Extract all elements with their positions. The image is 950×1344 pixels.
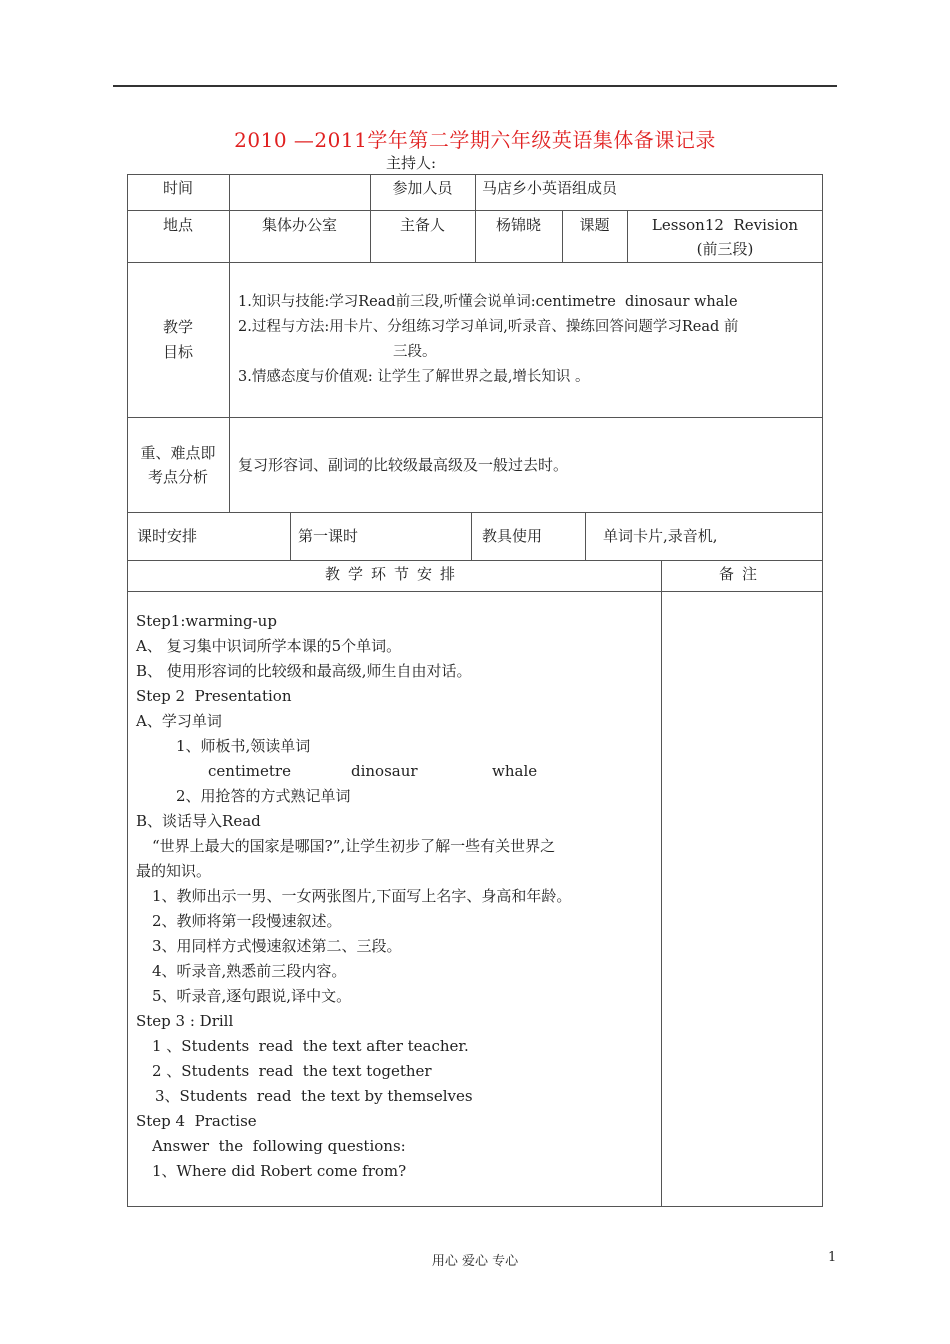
row-divider [127,591,823,592]
page-number: 1 [828,1250,837,1265]
vocab-word: centimetre [208,762,291,780]
step-line: 2、用抢答的方式熟记单词 [176,787,351,805]
keypoints-value: 复习形容词、副词的比较级最高级及一般过去时。 [238,456,569,474]
step-line: 1、Where did Robert come from? [152,1162,407,1180]
col-divider [471,512,472,560]
row-divider [127,512,823,513]
step-line: 1、教师出示一男、一女两张图片,下面写上名字、身高和年龄。 [152,887,572,905]
keypoints-label-line2: 考点分析 [147,468,208,486]
time-label: 时间 [162,179,193,197]
step-line: B、 使用形容词的比较级和最高级,师生自由对话。 [136,662,472,680]
step-line: A、学习单词 [136,712,222,730]
vocab-word: dinosaur [351,762,418,780]
step-line: “世界上最大的国家是哪国?”,让学生初步了解一些有关世界之 [152,837,556,855]
col-divider [661,560,662,1207]
step-line: Answer the following questions: [152,1137,406,1155]
step-line: 3、Students read the text by themselves [155,1087,473,1105]
schedule-value: 第一课时 [298,527,359,545]
col-divider [585,512,586,560]
goals-label-line2: 目标 [162,343,193,361]
schedule-label: 课时安排 [137,527,198,545]
step-line: 3、用同样方式慢速叙述第二、三段。 [152,937,402,955]
footer-motto: 用心 爱心 专心 [431,1254,519,1269]
col-divider [290,512,291,560]
goal-item: 3.情感态度与价值观: 让学生了解世界之最,增长知识 。 [238,369,590,385]
topic-value-line1: Lesson12 Revision [651,216,799,234]
main-preparer-label: 主备人 [399,216,445,234]
tools-label: 教具使用 [482,527,543,545]
keypoints-label-line1: 重、难点即 [140,444,216,462]
step-line: B、谈话导入Read [136,812,261,830]
topic-label: 课题 [579,216,610,234]
main-preparer-value: 杨锦晓 [495,216,541,234]
place-label: 地点 [162,216,193,234]
step-line: Step1:warming-up [136,612,277,630]
step-line: 2、教师将第一段慢速叙述。 [152,912,342,930]
steps-header: 教学环节安排 [324,565,463,583]
topic-value-line2: (前三段) [696,240,754,258]
step-line: Step 3 : Drill [136,1012,234,1030]
document-title: 2010 —2011学年第二学期六年级英语集体备课记录 [234,128,716,152]
step-line: 4、听录音,熟悉前三段内容。 [152,962,347,980]
participants-value: 马店乡小英语组成员 [482,179,618,197]
place-value: 集体办公室 [261,216,337,234]
step-line: 5、听录音,逐句跟说,译中文。 [152,987,352,1005]
vocab-word: whale [492,762,538,780]
row-divider [127,417,823,418]
step-line: 最的知识。 [136,862,212,880]
step-line: Step 2 Presentation [136,687,292,705]
goal-item: 三段。 [393,344,437,360]
notes-header: 备注 [718,565,765,583]
participants-label: 参加人员 [392,179,453,197]
step-line: 1 、Students read the text after teacher. [152,1037,469,1055]
tools-value: 单词卡片,录音机, [603,527,718,545]
step-line: 1、师板书,领读单词 [176,737,311,755]
goal-item: 2.过程与方法:用卡片、分组练习学习单词,听录音、操练回答问题学习Read 前 [238,319,739,335]
step-line: A、 复习集中识词所学本课的5个单词。 [136,637,402,655]
row-divider [127,560,823,561]
header-rule [113,85,837,87]
goals-label-line1: 教学 [162,318,193,336]
step-line: Step 4 Practise [136,1112,257,1130]
host-label: 主持人: [386,154,437,172]
step-line: 2 、Students read the text together [152,1062,432,1080]
goal-item: 1.知识与技能:学习Read前三段,听懂会说单词:centimetre dinosaur whale [238,294,738,310]
row-divider [127,262,823,263]
